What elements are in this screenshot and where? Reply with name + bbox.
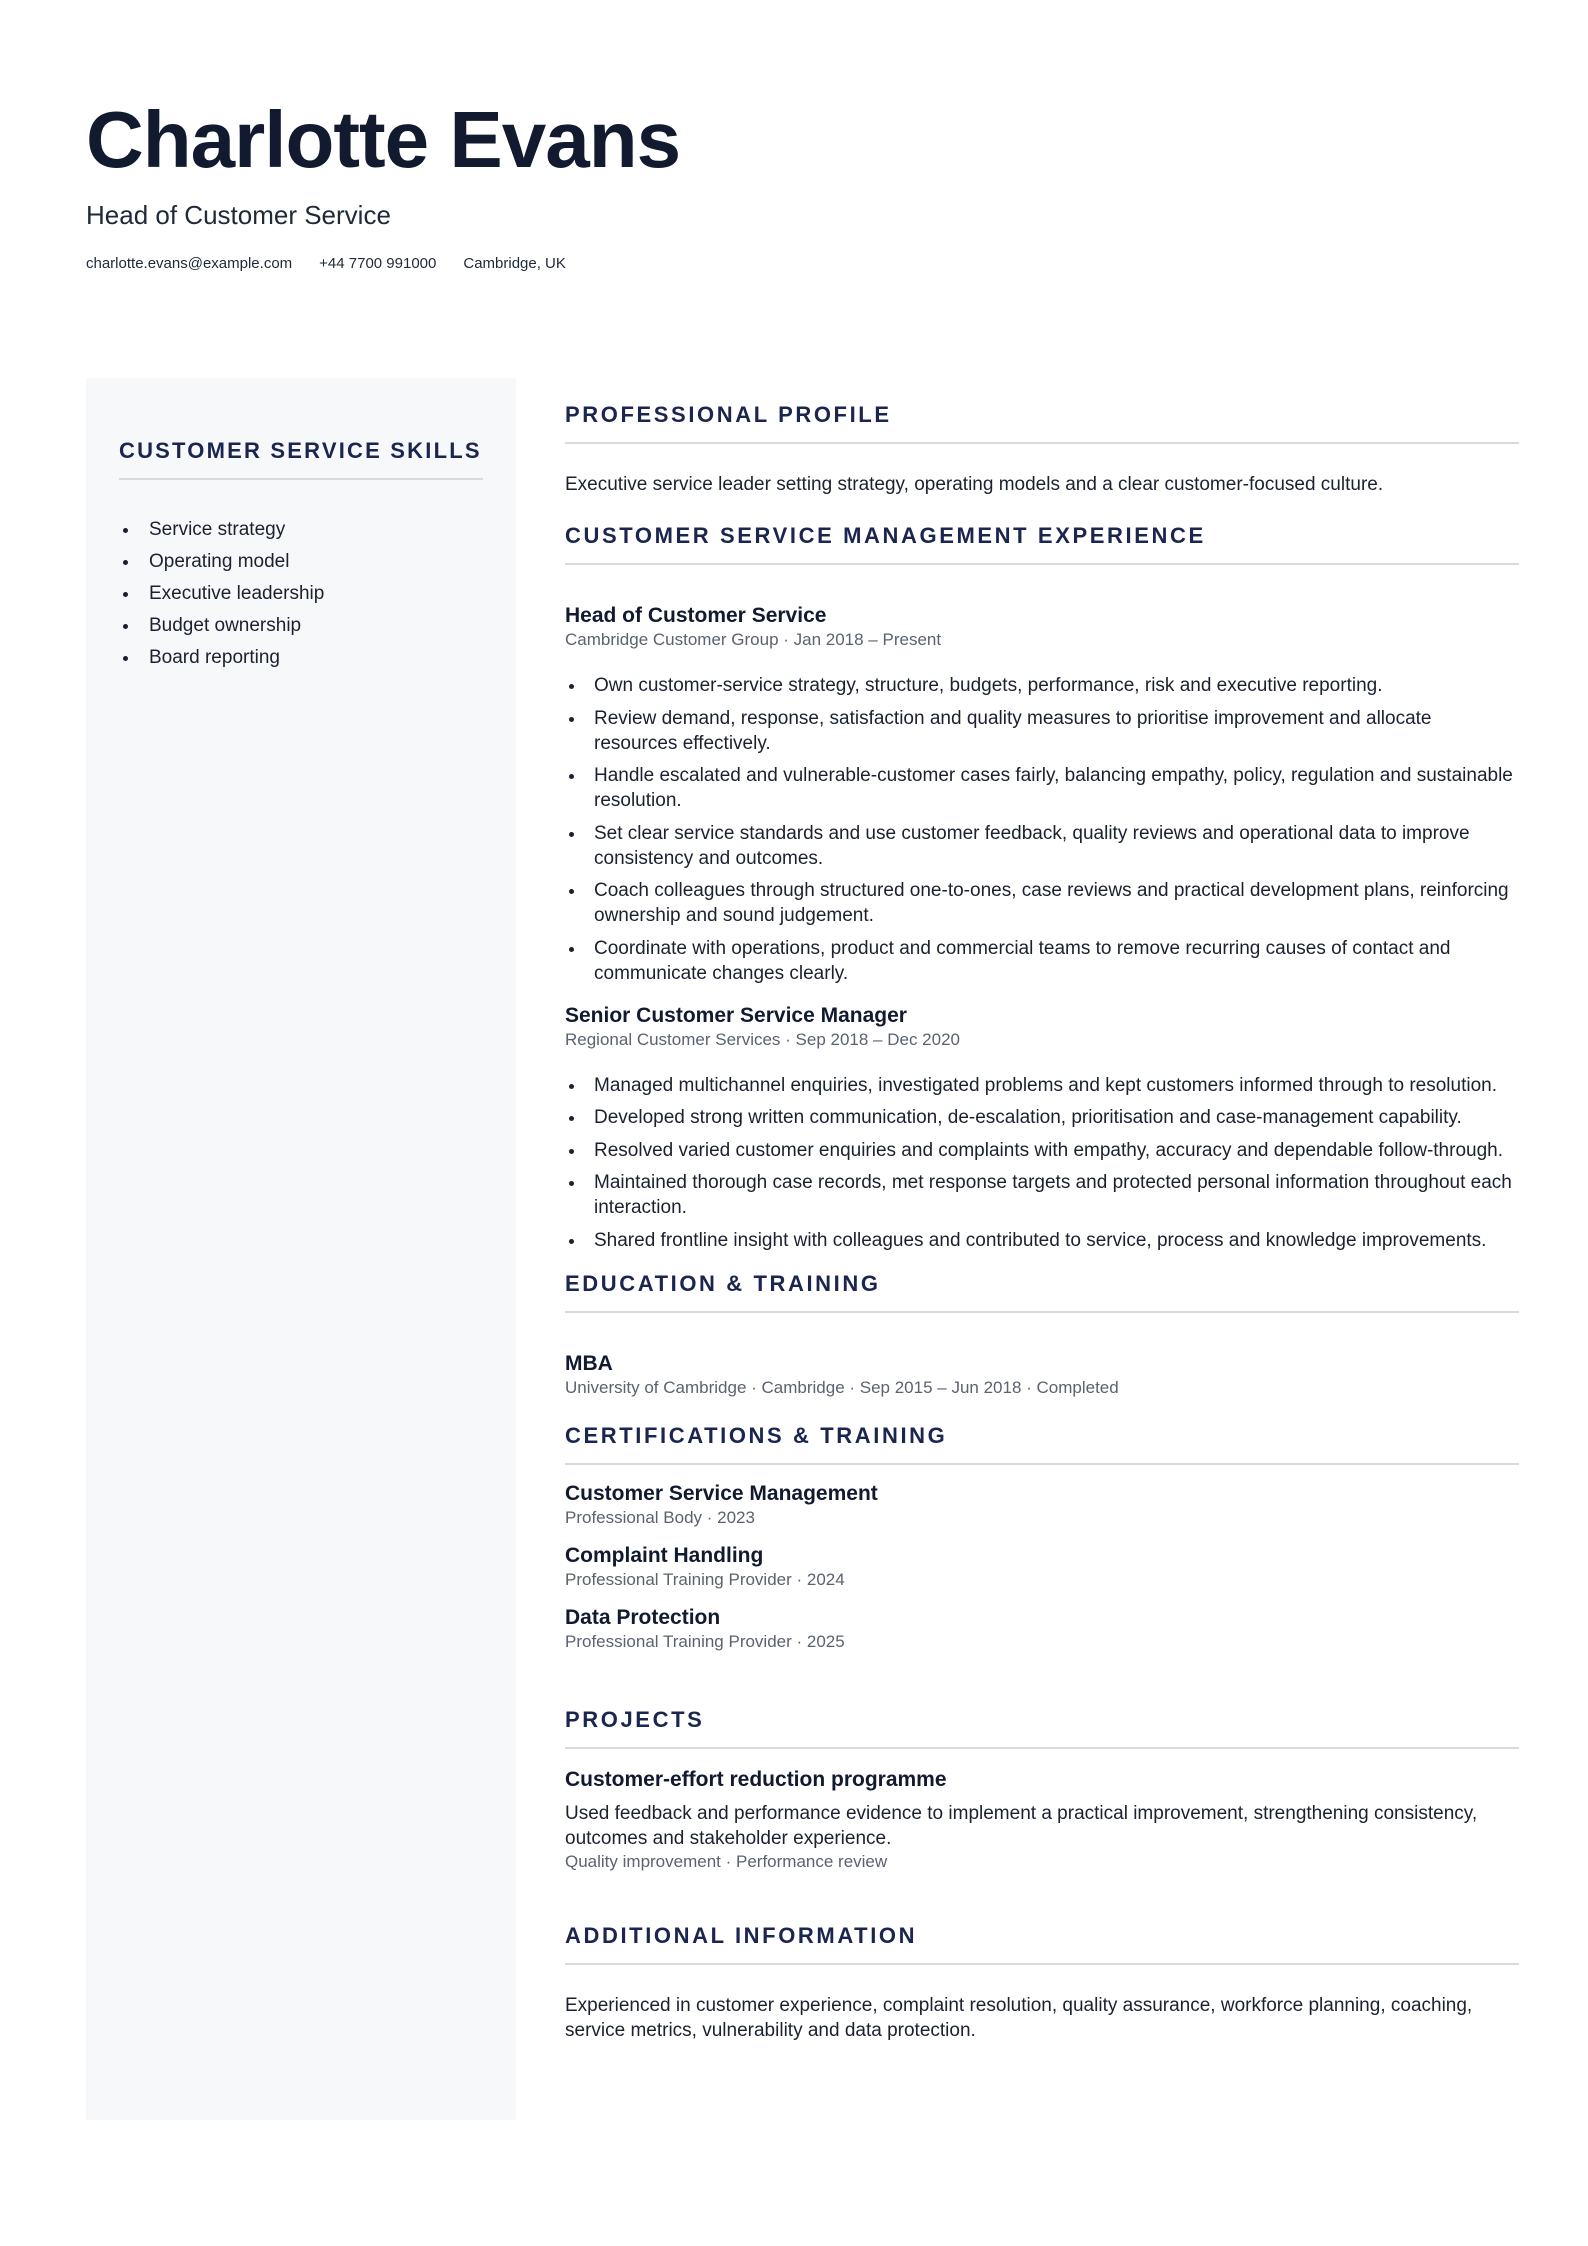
job-bullets — [565, 673, 1519, 986]
job-bullet: Coordinate with operations, product and commercial teams to remove recurring causes of contact and communicate changes clearly. — [565, 936, 1519, 986]
certification-title: Customer Service Management — [565, 1481, 878, 1505]
education-heading: EDUCATION & TRAINING — [565, 1269, 1519, 1313]
main-column — [565, 400, 1519, 2043]
resume-header — [86, 92, 1502, 274]
job-meta: Cambridge Customer Group · Jan 2018 – Present — [565, 630, 942, 649]
contact-phone: +44 7700 991000 — [319, 255, 437, 272]
job-bullet: Resolved varied customer enquiries and complaints with empathy, accuracy and dependable follow-through. — [565, 1138, 1519, 1163]
skill-item: Service strategy — [119, 514, 483, 546]
projects-section — [565, 1705, 1519, 1873]
skill-item: Budget ownership — [119, 610, 483, 642]
job-entry — [565, 603, 1519, 986]
certification-meta: Professional Body · 2023 — [565, 1507, 755, 1527]
degree-meta: University of Cambridge · Cambridge · Sep 2015 – Jun 2018 · Completed — [565, 1377, 1119, 1397]
skills-list — [119, 514, 483, 674]
project-tags: Quality improvement · Performance review — [565, 1851, 888, 1871]
certification-item — [565, 1481, 1519, 1529]
certification-title: Complaint Handling — [565, 1543, 764, 1567]
projects-heading: PROJECTS — [565, 1705, 1519, 1749]
contact-line — [86, 254, 1502, 274]
job-bullet: Handle escalated and vulnerable-customer cases fairly, balancing empathy, policy, regulation and sustainable resolution. — [565, 763, 1519, 813]
certification-meta: Professional Training Provider · 2024 — [565, 1569, 845, 1589]
skills-sidebar — [86, 378, 516, 2120]
skills-heading: CUSTOMER SERVICE SKILLS — [119, 436, 483, 480]
candidate-role: Head of Customer Service — [86, 200, 391, 230]
contact-email: charlotte.evans@example.com — [86, 255, 293, 272]
experience-section — [565, 521, 1519, 1253]
contact-location: Cambridge, UK — [463, 255, 566, 272]
project-title: Customer-effort reduction programme — [565, 1767, 947, 1791]
job-bullet: Shared frontline insight with colleagues and contributed to service, process and knowledge improvements. — [565, 1228, 1519, 1253]
job-entry — [565, 1003, 1519, 1253]
job-title: Head of Customer Service — [565, 604, 827, 627]
certification-title: Data Protection — [565, 1605, 721, 1629]
job-bullet: Set clear service standards and use customer feedback, quality reviews and operational data to improve consistency and outcomes. — [565, 821, 1519, 871]
certifications-section — [565, 1421, 1519, 1653]
job-title: Senior Customer Service Manager — [565, 1003, 907, 1027]
education-section — [565, 1269, 1519, 1399]
experience-heading: CUSTOMER SERVICE MANAGEMENT EXPERIENCE — [565, 521, 1519, 565]
certification-item — [565, 1543, 1519, 1591]
certifications-heading: CERTIFICATIONS & TRAINING — [565, 1421, 1519, 1465]
profile-heading: PROFESSIONAL PROFILE — [565, 400, 1519, 444]
job-bullet: Managed multichannel enquiries, investigated problems and kept customers informed through to resolution. — [565, 1073, 1519, 1098]
degree-title: MBA — [565, 1351, 613, 1375]
job-bullet: Coach colleagues through structured one-to-ones, case reviews and practical development plans, reinforcing ownership and sound judgement. — [565, 878, 1519, 928]
skill-item: Board reporting — [119, 642, 483, 674]
certification-item — [565, 1605, 1519, 1653]
job-bullet: Developed strong written communication, de-escalation, prioritisation and case-management capability. — [565, 1105, 1519, 1130]
job-bullet: Review demand, response, satisfaction and quality measures to prioritise improvement and allocate resources effectively. — [565, 706, 1519, 756]
project-description: Used feedback and performance evidence to implement a practical improvement, strengthening consistency, outcomes and stakeholder experience. — [565, 1802, 1478, 1849]
certification-meta: Professional Training Provider · 2025 — [565, 1631, 845, 1651]
job-meta: Regional Customer Services · Sep 2018 – Dec 2020 — [565, 1029, 960, 1049]
additional-section — [565, 1921, 1519, 2043]
skill-item: Operating model — [119, 546, 483, 578]
profile-text: Executive service leader setting strategy, operating models and a clear customer-focused culture. — [565, 474, 1384, 495]
skill-item: Executive leadership — [119, 578, 483, 610]
additional-heading: ADDITIONAL INFORMATION — [565, 1921, 1519, 1965]
candidate-name: Charlotte Evans — [86, 95, 681, 184]
job-bullet: Maintained thorough case records, met response targets and protected personal information throughout each interaction. — [565, 1170, 1519, 1220]
job-bullet: Own customer-service strategy, structure, budgets, performance, risk and executive reporting. — [565, 673, 1519, 698]
profile-section — [565, 400, 1519, 497]
job-bullets — [565, 1073, 1519, 1253]
additional-text: Experienced in customer experience, complaint resolution, quality assurance, workforce planning, coaching, service metrics, vulnerability and data protection. — [565, 1994, 1473, 2041]
